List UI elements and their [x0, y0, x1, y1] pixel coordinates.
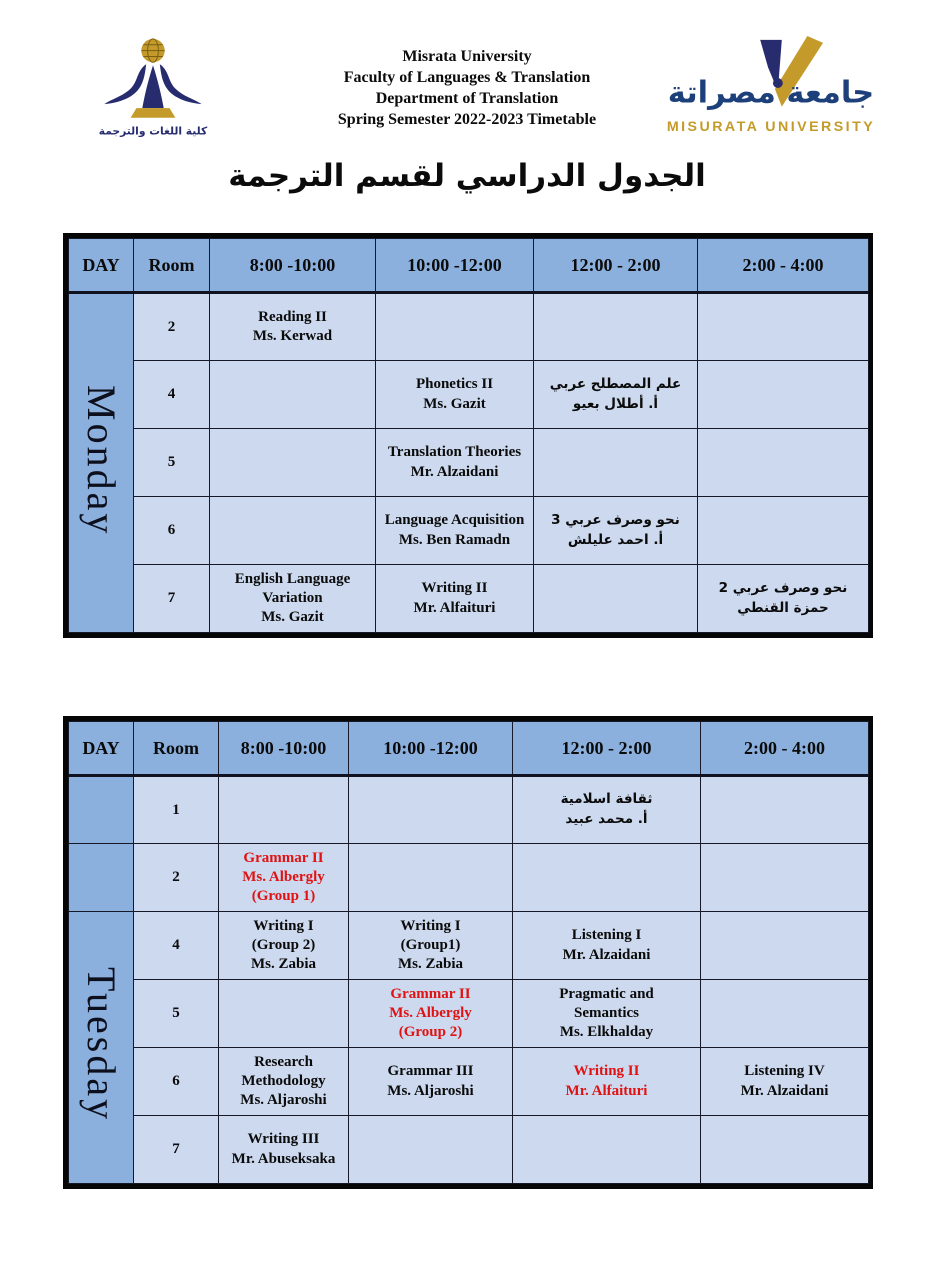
room-cell: 2 — [134, 844, 219, 912]
course-cell: Grammar II Ms. Albergly (Group 1) — [219, 844, 349, 912]
day-column-header: DAY — [69, 722, 134, 776]
course-cell: Language Acquisition Ms. Ben Ramadn — [376, 497, 534, 565]
course-cell: Phonetics II Ms. Gazit — [376, 361, 534, 429]
empty-cell — [701, 844, 869, 912]
room-cell: 6 — [134, 497, 210, 565]
time-column-header: 2:00 - 4:00 — [698, 239, 869, 293]
empty-cell — [698, 361, 869, 429]
empty-cell — [701, 1116, 869, 1184]
day-column-header: DAY — [69, 239, 134, 293]
time-column-header: 8:00 -10:00 — [210, 239, 376, 293]
day-label: Tuesday — [79, 967, 124, 1123]
day-spacer-cell — [69, 776, 134, 844]
empty-cell — [210, 429, 376, 497]
time-column-header: 12:00 - 2:00 — [513, 722, 701, 776]
empty-cell — [210, 497, 376, 565]
course-cell: Listening IV Mr. Alzaidani — [701, 1048, 869, 1116]
faculty-logo-caption: كلية اللغات والترجمة — [98, 124, 208, 138]
tuesday-table-frame — [63, 716, 873, 1189]
empty-cell — [513, 844, 701, 912]
empty-cell — [534, 429, 698, 497]
room-cell: 4 — [134, 912, 219, 980]
time-column-header: 8:00 -10:00 — [219, 722, 349, 776]
university-name: Misrata University — [402, 48, 532, 65]
university-logo — [656, 34, 886, 147]
course-cell: Writing I (Group 2) Ms. Zabia — [219, 912, 349, 980]
page-title: الجدول الدراسي لقسم الترجمة — [228, 158, 706, 194]
timetable-monday — [68, 238, 869, 633]
table-row — [69, 776, 869, 844]
course-cell: Listening I Mr. Alzaidani — [513, 912, 701, 980]
table-row — [69, 361, 869, 429]
semester-title: Spring Semester 2022-2023 Timetable — [337, 111, 597, 128]
time-column-header: 12:00 - 2:00 — [534, 239, 698, 293]
course-cell: Grammar III Ms. Aljaroshi — [349, 1048, 513, 1116]
course-cell: Writing I (Group1) Ms. Zabia — [349, 912, 513, 980]
table-row — [69, 1048, 869, 1116]
empty-cell — [698, 429, 869, 497]
day-cell — [69, 293, 134, 633]
room-cell: 4 — [134, 361, 210, 429]
empty-cell — [376, 293, 534, 361]
table-row — [69, 429, 869, 497]
faculty-name: Faculty of Languages & Translation — [343, 69, 591, 86]
empty-cell — [349, 844, 513, 912]
room-cell: 2 — [134, 293, 210, 361]
empty-cell — [349, 776, 513, 844]
table-row — [69, 1116, 869, 1184]
course-cell: Pragmatic and Semantics Ms. Elkhalday — [513, 980, 701, 1048]
course-cell: Grammar II Ms. Albergly (Group 2) — [349, 980, 513, 1048]
table-row — [69, 844, 869, 912]
university-emblem-icon — [656, 34, 886, 142]
table-row — [69, 293, 869, 361]
day-label: Monday — [79, 384, 124, 537]
course-cell: English Language Variation Ms. Gazit — [210, 565, 376, 633]
course-cell: علم المصطلح عربي أ. أطلال بعيو — [534, 361, 698, 429]
room-cell: 1 — [134, 776, 219, 844]
course-cell: Writing II Mr. Alfaituri — [513, 1048, 701, 1116]
university-arabic-name: جامعة مصراتة — [667, 75, 875, 111]
empty-cell — [698, 497, 869, 565]
empty-cell — [210, 361, 376, 429]
time-column-header: 10:00 -12:00 — [376, 239, 534, 293]
empty-cell — [534, 293, 698, 361]
course-cell: Research Methodology Ms. Aljaroshi — [219, 1048, 349, 1116]
time-column-header: 2:00 - 4:00 — [701, 722, 869, 776]
empty-cell — [349, 1116, 513, 1184]
course-cell: Reading II Ms. Kerwad — [210, 293, 376, 361]
course-cell: Writing III Mr. Abuseksaka — [219, 1116, 349, 1184]
course-cell: Writing II Mr. Alfaituri — [376, 565, 534, 633]
empty-cell — [698, 293, 869, 361]
table-row — [69, 497, 869, 565]
department-name: Department of Translation — [375, 90, 559, 107]
empty-cell — [219, 776, 349, 844]
room-column-header: Room — [134, 239, 210, 293]
monday-table-frame — [63, 233, 873, 638]
room-cell: 5 — [134, 429, 210, 497]
time-column-header: 10:00 -12:00 — [349, 722, 513, 776]
course-cell: Translation Theories Mr. Alzaidani — [376, 429, 534, 497]
course-cell: نحو وصرف عربي 2 حمزة القنطي — [698, 565, 869, 633]
empty-cell — [701, 776, 869, 844]
university-logo-caption: MISURATA UNIVERSITY — [666, 119, 876, 136]
table-row — [69, 912, 869, 980]
room-cell: 7 — [134, 1116, 219, 1184]
empty-cell — [534, 565, 698, 633]
room-column-header: Room — [134, 722, 219, 776]
timetable-tuesday — [68, 721, 869, 1184]
table-row — [69, 980, 869, 1048]
day-spacer-cell — [69, 844, 134, 912]
empty-cell — [701, 912, 869, 980]
course-cell: نحو وصرف عربي 3 أ. احمد عليلش — [534, 497, 698, 565]
empty-cell — [513, 1116, 701, 1184]
course-cell: ثقافة اسلامية أ. محمد عبيد — [513, 776, 701, 844]
empty-cell — [701, 980, 869, 1048]
empty-cell — [219, 980, 349, 1048]
table-row — [69, 565, 869, 633]
room-cell: 7 — [134, 565, 210, 633]
day-cell — [69, 912, 134, 1184]
room-cell: 6 — [134, 1048, 219, 1116]
room-cell: 5 — [134, 980, 219, 1048]
